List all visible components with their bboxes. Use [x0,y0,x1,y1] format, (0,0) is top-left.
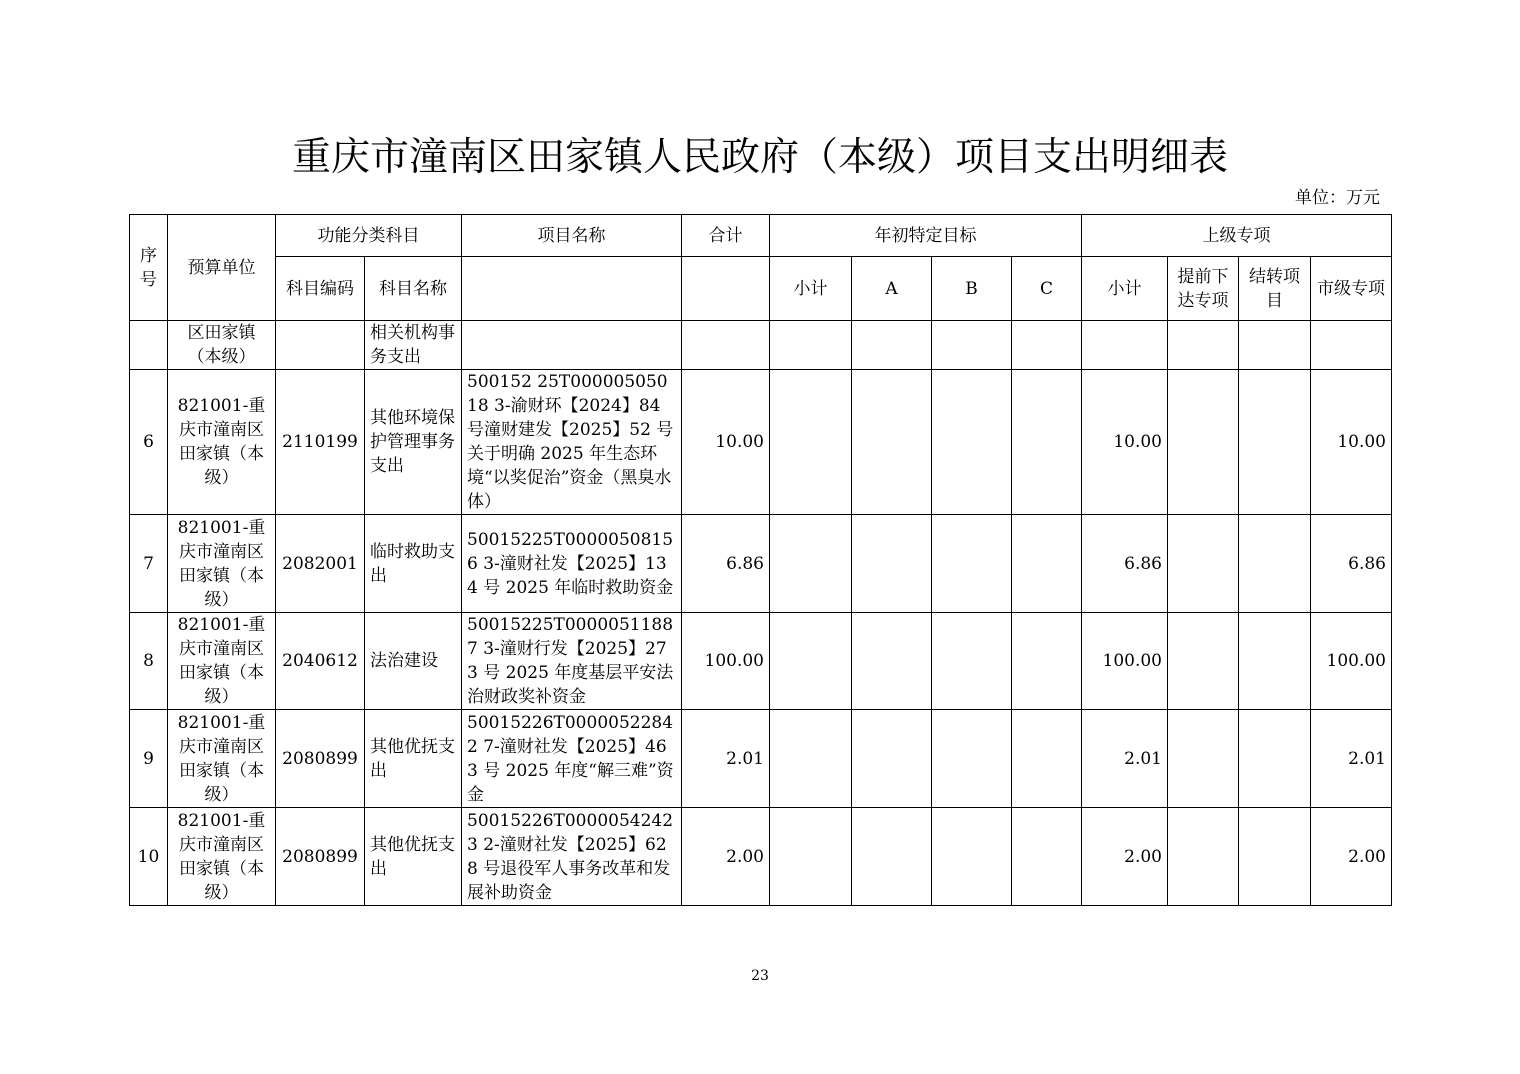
header-c: C [1012,257,1082,321]
cell-carryover [1239,808,1311,906]
cell-total: 2.01 [682,710,770,808]
header-b: B [932,257,1012,321]
cell-subject: 其他优抚支出 [365,808,462,906]
cell-sup-subtotal: 100.00 [1082,613,1168,710]
header-seq: 序号 [130,215,168,321]
header-budget-unit: 预算单位 [168,215,276,321]
cell-advance [1168,515,1239,613]
cell-sup-subtotal: 2.00 [1082,808,1168,906]
header-row-1 [130,215,1392,257]
cell-c [1012,613,1082,710]
cell-code: 2040612 [276,613,365,710]
cell-project: 50015225T00000508156 3-潼财社发【2025】134 号 2025 年临时救助资金 [462,515,682,613]
cell-a [852,370,932,515]
header-subject-code: 科目编码 [276,257,365,321]
cell-unit: 821001-重庆市潼南区田家镇（本级） [168,370,276,515]
table-row [130,370,1392,515]
cell-code [276,321,365,370]
cell-seq: 10 [130,808,168,906]
cell-advance [1168,370,1239,515]
header-a: A [852,257,932,321]
cell-a [852,808,932,906]
cell-city: 6.86 [1311,515,1392,613]
cell-b [932,515,1012,613]
cell-unit: 821001-重庆市潼南区田家镇（本级） [168,710,276,808]
cell-sup-subtotal: 2.01 [1082,710,1168,808]
cell-carryover [1239,613,1311,710]
cell-subtotal [770,613,852,710]
cell-code: 2080899 [276,808,365,906]
cell-advance [1168,613,1239,710]
cell-a [852,321,932,370]
cell-seq: 7 [130,515,168,613]
cell-c [1012,710,1082,808]
cell-unit: 区田家镇（本级） [168,321,276,370]
header-subtotal: 小计 [770,257,852,321]
cell-a [852,515,932,613]
cell-code: 2080899 [276,710,365,808]
header-total-blank [682,257,770,321]
cell-unit: 821001-重庆市潼南区田家镇（本级） [168,808,276,906]
cell-total: 100.00 [682,613,770,710]
cell-unit: 821001-重庆市潼南区田家镇（本级） [168,613,276,710]
cell-seq: 9 [130,710,168,808]
cell-advance [1168,710,1239,808]
header-city-special: 市级专项 [1311,257,1392,321]
cell-subject: 法治建设 [365,613,462,710]
cell-seq: 6 [130,370,168,515]
cell-unit: 821001-重庆市潼南区田家镇（本级） [168,515,276,613]
header-superior-special: 上级专项 [1082,215,1392,257]
header-carryover: 结转项目 [1239,257,1311,321]
header-annual-target: 年初特定目标 [770,215,1082,257]
cell-sup-subtotal [1082,321,1168,370]
cell-a [852,710,932,808]
project-expenditure-table [129,214,1392,906]
cell-project: 50015225T00000511887 3-潼财行发【2025】273 号 2025 年度基层平安法治财政奖补资金 [462,613,682,710]
cell-seq [130,321,168,370]
cell-total: 6.86 [682,515,770,613]
cell-sup-subtotal: 10.00 [1082,370,1168,515]
cell-carryover [1239,321,1311,370]
cell-total: 10.00 [682,370,770,515]
cell-c [1012,370,1082,515]
header-total: 合计 [682,215,770,257]
cell-b [932,321,1012,370]
cell-subject: 相关机构事务支出 [365,321,462,370]
cell-subtotal [770,321,852,370]
header-row-2 [130,257,1392,321]
cell-city: 100.00 [1311,613,1392,710]
header-subject-name: 科目名称 [365,257,462,321]
cell-a [852,613,932,710]
cell-code: 2082001 [276,515,365,613]
table-row [130,321,1392,370]
cell-project [462,321,682,370]
header-advance: 提前下达专项 [1168,257,1239,321]
cell-project: 500152 25T00000505018 3-渝财环【2024】84 号潼财建发【2025】52 号关于明确 2025 年生态环境“以奖促治”资金（黑臭水体） [462,370,682,515]
cell-c [1012,515,1082,613]
cell-b [932,613,1012,710]
cell-total [682,321,770,370]
cell-city: 2.00 [1311,808,1392,906]
cell-subject: 临时救助支出 [365,515,462,613]
cell-advance [1168,321,1239,370]
cell-b [932,370,1012,515]
cell-subject: 其他优抚支出 [365,710,462,808]
cell-subtotal [770,710,852,808]
table-row [130,710,1392,808]
header-project-name: 项目名称 [462,215,682,257]
cell-project: 50015226T00000542423 2-潼财社发【2025】628 号退役军人事务改革和发展补助资金 [462,808,682,906]
cell-seq: 8 [130,613,168,710]
cell-carryover [1239,370,1311,515]
page-number: 23 [751,968,769,984]
cell-c [1012,321,1082,370]
cell-subtotal [770,808,852,906]
table-row [130,808,1392,906]
table-row [130,613,1392,710]
cell-b [932,710,1012,808]
cell-total: 2.00 [682,808,770,906]
cell-city: 10.00 [1311,370,1392,515]
table-row [130,515,1392,613]
header-project-blank [462,257,682,321]
cell-subject: 其他环境保护管理事务支出 [365,370,462,515]
header-func-class: 功能分类科目 [276,215,462,257]
unit-label: 单位：万元 [1295,188,1380,208]
cell-b [932,808,1012,906]
page-title: 重庆市潼南区田家镇人民政府（本级）项目支出明细表 [291,135,1228,180]
cell-subtotal [770,370,852,515]
cell-advance [1168,808,1239,906]
cell-project: 50015226T00000522842 7-潼财社发【2025】463 号 2025 年度“解三难”资金 [462,710,682,808]
cell-sup-subtotal: 6.86 [1082,515,1168,613]
cell-city [1311,321,1392,370]
cell-subtotal [770,515,852,613]
cell-code: 2110199 [276,370,365,515]
cell-city: 2.01 [1311,710,1392,808]
cell-carryover [1239,710,1311,808]
header-sup-subtotal: 小计 [1082,257,1168,321]
cell-carryover [1239,515,1311,613]
cell-c [1012,808,1082,906]
